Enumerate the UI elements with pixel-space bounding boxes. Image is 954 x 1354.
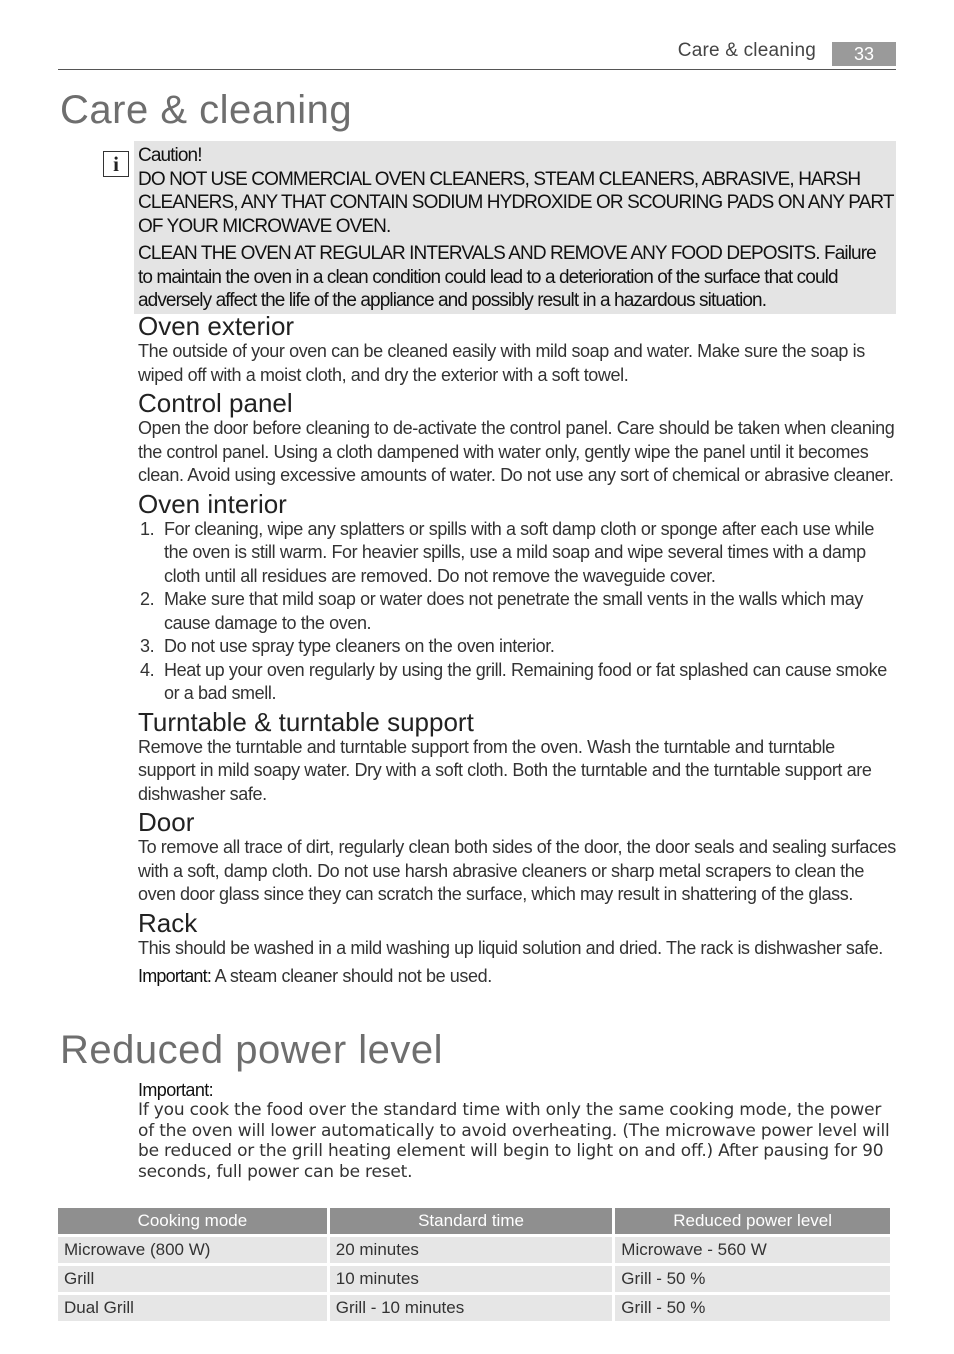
rack-important-note: [138, 965, 896, 989]
text-rack: This should be washed in a mild washing up liquid solution and dried. The rack is dishwasher safe.: [138, 937, 883, 958]
table-cell: Microwave (800 W): [58, 1237, 327, 1263]
table-row: [58, 1266, 890, 1292]
table-row: [58, 1237, 890, 1263]
text-door: To remove all trace of dirt, regularly clean both sides of the door, the door seals and sealing surfaces with a soft, damp cloth. Do not use harsh abrasive cleaners or sharp metal scrapers to clean the oven door glass since they can scratch the surface, which may result in shattering of the glass.: [138, 837, 896, 904]
reduced-power-table: [55, 1205, 893, 1324]
important-text: A steam cleaner should not be used.: [211, 966, 492, 986]
caution-paragraph-2: CLEAN THE OVEN AT REGULAR INTERVALS AND REMOVE ANY FOOD DEPOSITS. Failure to maintain the oven in a clean condition could lead to a deterioration of the surface that could adversely affect the life of the appliance and possibly result in a hazardous situation.: [138, 243, 876, 311]
column-header: Cooking mode: [58, 1208, 327, 1234]
heading-rack: Rack: [138, 907, 198, 938]
list-item: 4. Heat up your oven regularly by using the grill. Remaining food or fat splashed can cause smoke or a bad smell.: [140, 659, 887, 703]
table-cell: Grill: [58, 1266, 327, 1292]
table-cell: Grill - 50 %: [615, 1295, 890, 1321]
table-cell: Grill - 10 minutes: [330, 1295, 613, 1321]
reduced-important-text: If you cook the food over the standard time with only the same cooking mode, the power of the oven will lower automatically to avoid overheating. (The microwave power level will be reduced or the grill heating element will begin to light on and off.) After pausing for 90 seconds, full power can be reset.: [138, 1100, 890, 1182]
text-control-panel: Open the door before cleaning to de-activate the control panel. Care should be taken when cleaning the control panel. Using a cloth dampened with water only, gently wipe the panel until it becomes clean. Avoid using excessive amounts of water. Do not use any sort of chemical or abrasive cleaner.: [138, 418, 895, 485]
heading-oven-interior: Oven interior: [138, 488, 287, 519]
running-header-section: Care & cleaning: [677, 40, 816, 61]
table-header-row: [58, 1208, 890, 1234]
column-header: Standard time: [330, 1208, 613, 1234]
table-cell: Microwave - 560 W: [615, 1237, 890, 1263]
reduced-power-text: [138, 1080, 896, 1182]
title-care-cleaning: Care & cleaning: [60, 88, 353, 132]
table-cell: 10 minutes: [330, 1266, 613, 1292]
title-reduced-power: Reduced power level: [60, 1028, 444, 1072]
text-turntable: Remove the turntable and turntable support from the oven. Wash the turntable and turntable support in mild soapy water. Dry with a soft cloth. Both the turntable and the turntable support are dishwasher safe.: [138, 736, 872, 804]
care-content: [138, 312, 896, 989]
caution-label: Caution!: [138, 145, 202, 166]
heading-door: Door: [138, 807, 195, 837]
table-cell: 20 minutes: [330, 1237, 613, 1263]
caution-paragraph-1: DO NOT USE COMMERCIAL OVEN CLEANERS, STEAM CLEANERS, ABRASIVE, HARSH CLEANERS, ANY THAT CONTAIN SODIUM HYDROXIDE OR SCOURING PADS ON ANY PART OF YOUR MICROWAVE OVEN.: [138, 168, 894, 237]
heading-oven-exterior: Oven exterior: [138, 311, 295, 341]
header-rule: [58, 69, 896, 70]
table-row: [58, 1295, 890, 1321]
important-label: Important:: [138, 966, 212, 986]
list-item: 1. For cleaning, wipe any splatters or spills with a soft damp cloth or sponge after each use while the oven is still warm. For heavier spills, use a mild soap and wipe several times with a damp cloth until all residues are removed. Do not remove the waveguide cover.: [140, 518, 874, 586]
interior-list: [138, 518, 896, 706]
reduced-important-label: Important:: [138, 1080, 214, 1100]
caution-text: [138, 144, 894, 313]
heading-turntable: Turntable & turntable support: [138, 706, 474, 737]
heading-control-panel: Control panel: [138, 388, 293, 418]
page-number: 33: [832, 42, 896, 66]
list-item: 2. Make sure that mild soap or water does not penetrate the small vents in the walls which may cause damage to the oven.: [140, 589, 863, 633]
text-oven-exterior: The outside of your oven can be cleaned easily with mild soap and water. Make sure the soap is wiped off with a moist cloth, and dry the exterior with a soft towel.: [138, 341, 865, 385]
list-item: 3. Do not use spray type cleaners on the oven interior.: [140, 636, 555, 656]
info-icon: i: [103, 151, 129, 177]
table-cell: Grill - 50 %: [615, 1266, 890, 1292]
column-header: Reduced power level: [615, 1208, 890, 1234]
table-cell: Dual Grill: [58, 1295, 327, 1321]
